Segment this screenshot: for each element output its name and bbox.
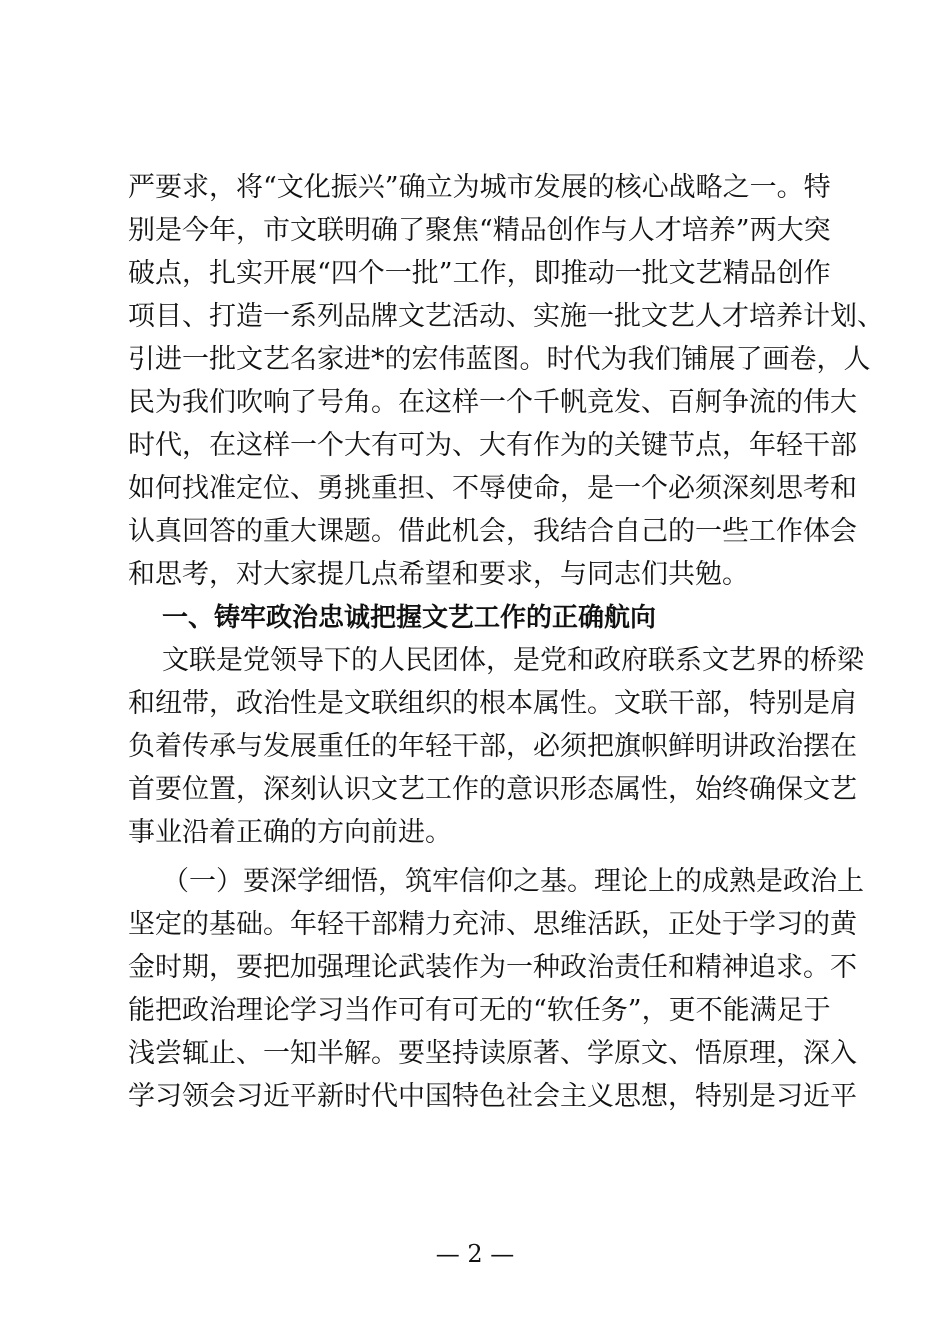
body-text-line: 认真回答的重大课题。借此机会，我结合自己的一些工作体会: [128, 516, 857, 547]
body-text-line: 金时期，要把加强理论武装作为一种政治责任和精神追求。不: [128, 952, 857, 983]
body-text-line: 能把政治理论学习当作可有可无的“软任务”，更不能满足于: [128, 995, 831, 1026]
body-text-line: 时代，在这样一个大有可为、大有作为的关键节点，年轻干部: [128, 430, 857, 461]
body-text-line: 项目、打造一系列品牌文艺活动、实施一批文艺人才培养计划、: [128, 301, 884, 332]
body-text-line: 首要位置，深刻认识文艺工作的意识形态属性，始终确保文艺: [128, 774, 857, 805]
page-number: — 2 —: [435, 1240, 515, 1268]
body-text-line: 负着传承与发展重任的年轻干部，必须把旗帜鲜明讲政治摆在: [128, 731, 857, 762]
body-text-line: 事业沿着正确的方向前进。: [128, 817, 452, 848]
body-text-line: 浅尝辄止、一知半解。要坚持读原著、学原文、悟原理，深入: [128, 1038, 857, 1069]
body-text-line: （一）要深学细悟，筑牢信仰之基。理论上的成熟是政治上: [162, 866, 864, 897]
body-text-line: 别是今年，市文联明确了聚焦“精品创作与人才培养”两大突: [128, 215, 831, 246]
body-text-line: 如何找准定位、勇挑重担、不辱使命，是一个必须深刻思考和: [128, 473, 857, 504]
body-text-line: 引进一批文艺名家进*的宏伟蓝图。时代为我们铺展了画卷，人: [128, 344, 871, 375]
body-text-line: 破点，扎实开展“四个一批”工作，即推动一批文艺精品创作: [128, 258, 831, 289]
section-heading: 一、铸牢政治忠诚把握文艺工作的正确航向: [162, 603, 657, 633]
body-text-line: 和纽带，政治性是文联组织的根本属性。文联干部，特别是肩: [128, 688, 857, 719]
body-text-line: 严要求，将“文化振兴”确立为城市发展的核心战略之一。特: [128, 172, 831, 203]
body-text-line: 和思考，对大家提几点希望和要求，与同志们共勉。: [128, 559, 749, 590]
body-text-line: 坚定的基础。年轻干部精力充沛、思维活跃，正处于学习的黄: [128, 909, 857, 940]
body-text-line: 文联是党领导下的人民团体，是党和政府联系文艺界的桥梁: [162, 645, 864, 676]
body-text-line: 民为我们吹响了号角。在这样一个千帆竞发、百舸争流的伟大: [128, 387, 857, 418]
body-text-line: 学习领会习近平新时代中国特色社会主义思想，特别是习近平: [128, 1081, 857, 1112]
